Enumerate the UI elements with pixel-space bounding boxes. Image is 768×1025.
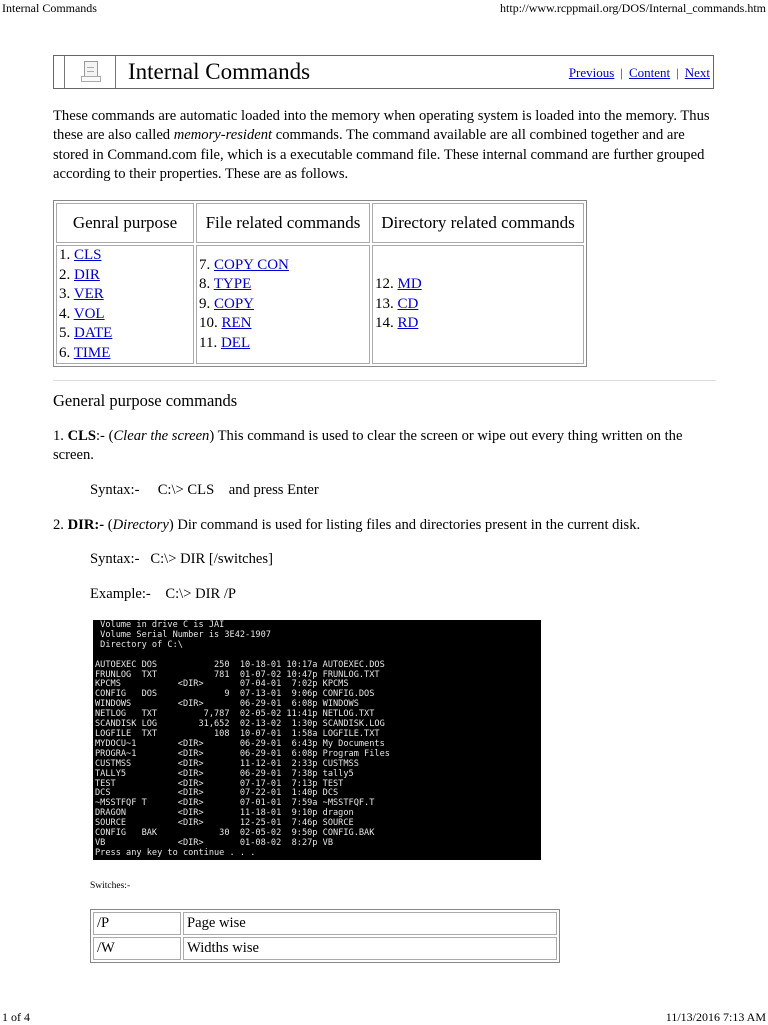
terminal-line: PROGRA~1 <DIR> 06-29-01 6:08p Program Files <box>95 748 390 759</box>
dir-desc-text: ) Dir command is used for listing files and directories present in the current disk. <box>168 517 641 533</box>
list-item <box>199 314 367 334</box>
dir-description: 2. DIR:- (Directory) Dir command is used for listing files and directories present in the current disk. <box>53 517 641 533</box>
item-number: 3. <box>59 286 71 302</box>
list-item <box>375 314 581 334</box>
item-number: 9. <box>199 295 211 312</box>
cls-desc-text: ) This command is used to clear the screen or wipe out every thing written on the screen. <box>53 428 683 464</box>
content-link[interactable]: Content <box>628 65 671 80</box>
terminal-line: Volume Serial Number is 3E42-1907 <box>95 629 271 640</box>
list-item <box>59 285 191 305</box>
list-item <box>59 266 191 286</box>
md-link[interactable]: MD <box>397 276 422 293</box>
ren-link[interactable]: REN <box>221 315 252 332</box>
del-link[interactable]: DEL <box>220 334 251 351</box>
switch-key: /P <box>93 912 181 935</box>
time-link[interactable]: TIME <box>73 344 111 361</box>
switches-table <box>90 909 560 963</box>
cls-number: 1. <box>53 428 64 444</box>
file-commands-cell <box>196 245 370 364</box>
print-header-title: Internal Commands <box>2 1 97 15</box>
terminal-line: FRUNLOG TXT 781 01-07-02 10:47p FRUNLOG.TXT <box>95 669 380 680</box>
item-number: 11. <box>199 334 218 351</box>
vol-link[interactable]: VOL <box>73 305 105 322</box>
terminal-line: VB <DIR> 01-08-02 8:27p VB <box>95 837 333 848</box>
item-number: 13. <box>375 295 394 312</box>
print-header-url: http://www.rcppmail.org/DOS/Internal_commands.htm <box>500 1 766 15</box>
cls-description <box>53 427 713 466</box>
item-number: 4. <box>59 305 71 322</box>
rd-link[interactable]: RD <box>397 315 419 332</box>
cls-syntax: Syntax:- C:\> CLS and press Enter <box>90 482 319 498</box>
list-item <box>199 295 367 315</box>
general-commands-cell <box>56 245 194 364</box>
terminal-line: WINDOWS <DIR> 06-29-01 6:08p WINDOWS <box>95 699 359 710</box>
dir-link[interactable]: DIR <box>74 266 100 283</box>
header-general: Genral purpose <box>56 203 194 243</box>
cls-expansion: Clear the screen <box>113 428 210 444</box>
list-item <box>59 324 191 344</box>
nav-links <box>569 65 710 81</box>
terminal-line: TALLY5 <DIR> 06-29-01 7:38p tally5 <box>95 768 354 779</box>
dir-number: 2. <box>53 517 64 533</box>
cd-link[interactable]: CD <box>397 295 419 312</box>
ver-link[interactable]: VER <box>73 286 104 302</box>
dos-terminal-output <box>93 620 541 860</box>
next-link[interactable]: Next <box>684 65 710 80</box>
terminal-line: Press any key to continue . . . <box>95 847 256 858</box>
list-item <box>59 246 191 266</box>
page-title: Internal Commands <box>128 59 311 84</box>
dir-expansion: Directory <box>112 517 169 533</box>
dir-example: Example:- C:\> DIR /P <box>90 586 237 602</box>
item-number: 7. <box>199 256 211 273</box>
document-icon-base <box>81 76 101 82</box>
switch-key: /W <box>93 937 181 960</box>
intro-text-1: These commands are automatic loaded into the memory when operating system is loaded into the memory. Thus these are also called <box>53 108 710 144</box>
item-number: 8. <box>199 276 211 293</box>
icon-cell <box>64 56 116 88</box>
terminal-line: CUSTMSS <DIR> 11-12-01 2:33p CUSTMSS <box>95 758 359 769</box>
terminal-line: DRAGON <DIR> 11-18-01 9:10p dragon <box>95 808 354 819</box>
divider <box>53 380 716 381</box>
terminal-line: Directory of C:\ <box>95 639 183 650</box>
command-category-table <box>53 200 587 367</box>
item-number: 10. <box>199 315 218 332</box>
copy-con-link[interactable]: COPY CON <box>214 256 289 273</box>
cls-link[interactable]: CLS <box>74 247 102 263</box>
terminal-line: MYDOCU~1 <DIR> 06-29-01 6:43p My Documents <box>95 738 385 749</box>
terminal-line: SOURCE <DIR> 12-25-01 7:46p SOURCE <box>95 818 354 829</box>
table-row <box>93 937 557 960</box>
item-number: 14. <box>375 315 394 332</box>
nav-separator: | <box>676 65 679 80</box>
terminal-line: NETLOG TXT 7,787 02-05-02 11:41p NETLOG.TXT <box>95 709 375 720</box>
copy-link[interactable]: COPY <box>214 295 255 312</box>
header-directory: Directory related commands <box>372 203 584 243</box>
item-number: 1. <box>59 247 71 263</box>
switch-desc: Widths wise <box>183 937 557 960</box>
list-item <box>199 256 367 276</box>
previous-link[interactable]: Previous <box>568 65 615 80</box>
page-header <box>53 55 714 89</box>
switches-label: Switches:- <box>90 881 131 891</box>
intro-emphasis: memory-resident <box>173 127 273 144</box>
item-number: 2. <box>59 266 71 283</box>
date-link[interactable]: DATE <box>74 325 113 341</box>
dir-name: DIR:- <box>67 517 105 533</box>
terminal-line: Volume in drive C is JAI <box>95 620 225 630</box>
dir-syntax: Syntax:- C:\> DIR [/switches] <box>90 551 273 567</box>
item-number: 12. <box>375 276 394 293</box>
intro-paragraph <box>53 107 713 184</box>
list-item <box>199 275 367 295</box>
terminal-line: ~MSSTFQF T <DIR> 07-01-01 7:59a ~MSSTFQF.T <box>95 798 375 809</box>
print-footer-datetime: 11/13/2016 7:13 AM <box>665 1010 766 1024</box>
terminal-line: DCS <DIR> 07-22-01 1:40p DCS <box>95 788 339 799</box>
intro-text-2: commands. The command available are all combined together and are stored in Command.com file, which is a executable command file. These internal command are further grouped according to their properties. These are as follows. <box>53 127 705 182</box>
list-item <box>375 295 581 315</box>
directory-commands-cell <box>372 245 584 364</box>
type-link[interactable]: TYPE <box>213 276 252 293</box>
terminal-line: TEST <DIR> 07-17-01 7:13p TEST <box>95 778 344 789</box>
terminal-line: CONFIG DOS 9 07-13-01 9:06p CONFIG.DOS <box>95 689 375 700</box>
switch-desc: Page wise <box>183 912 557 935</box>
header-file: File related commands <box>196 203 370 243</box>
section-heading: General purpose commands <box>53 391 238 410</box>
table-row <box>93 912 557 935</box>
cls-separator: :- ( <box>96 428 114 444</box>
list-item <box>59 305 191 325</box>
list-item <box>375 275 581 295</box>
item-number: 6. <box>59 344 71 361</box>
terminal-line: SCANDISK LOG 31,652 02-13-02 1:30p SCANDISK.LOG <box>95 719 385 730</box>
terminal-line: CONFIG BAK 30 02-05-02 9:50p CONFIG.BAK <box>95 828 375 839</box>
item-number: 5. <box>59 325 71 341</box>
terminal-line: LOGFILE TXT 108 10-07-01 1:58a LOGFILE.TXT <box>95 728 380 739</box>
print-footer-page: 1 of 4 <box>2 1010 30 1024</box>
list-item <box>59 344 191 364</box>
terminal-line: AUTOEXEC DOS 250 10-18-01 10:17a AUTOEXEC.DOS <box>95 659 385 670</box>
list-item <box>199 334 367 354</box>
nav-separator: | <box>620 65 623 80</box>
cls-name: CLS <box>67 428 96 444</box>
terminal-line: KPCMS <DIR> 07-04-01 7:02p KPCMS <box>95 679 349 690</box>
